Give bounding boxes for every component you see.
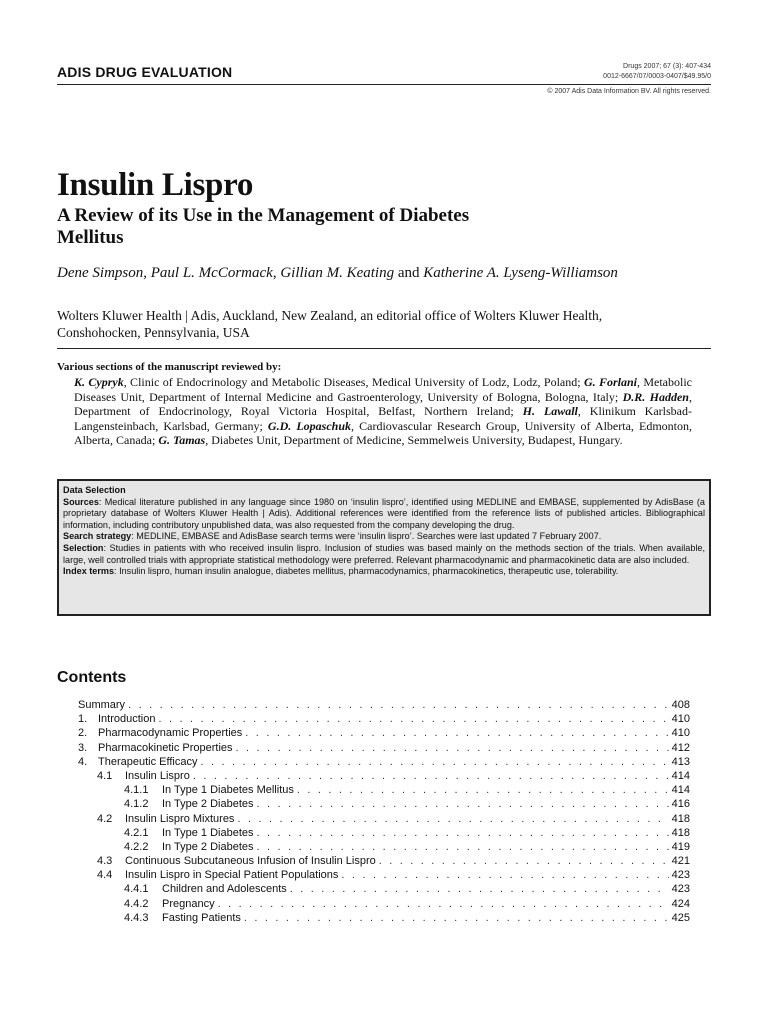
reviewer-name: H. Lawall	[522, 404, 578, 419]
affiliation: Wolters Kluwer Health | Adis, Auckland, New Zealand, an editorial office of Wolters Kluwer Health, Conshohocken, Pennsylvania, USA	[57, 308, 603, 340]
toc-entry-number: 4.1	[97, 769, 113, 782]
toc-entry-page: 408	[671, 699, 690, 711]
author-2: Paul L. McCormack	[150, 265, 273, 281]
toc-entry[interactable]	[78, 826, 690, 840]
header-rule	[57, 84, 711, 85]
reviewer-name: G. Forlani	[583, 375, 637, 389]
table-of-contents	[78, 698, 690, 925]
toc-entry[interactable]	[78, 755, 690, 769]
reviewer-affiliation: , Klinikum Karlsbad-Langensteinbach, Karlsbad, Germany;	[74, 404, 692, 433]
toc-entry-page: 419	[671, 840, 690, 853]
search-strategy-label: Search strategy	[63, 531, 132, 542]
toc-entry[interactable]	[78, 741, 690, 755]
toc-leader-dots	[200, 755, 668, 769]
toc-entry[interactable]	[78, 854, 690, 868]
series-label: ADIS DRUG EVALUATION	[57, 64, 233, 80]
toc-entry-label: Pharmacokinetic Properties	[98, 741, 233, 754]
contents-heading: Contents	[57, 669, 127, 686]
reviewer-name: D.R. Hadden	[622, 389, 689, 404]
toc-entry[interactable]	[78, 797, 690, 811]
toc-entry-number: 4.2	[97, 812, 113, 825]
toc-entry[interactable]	[78, 769, 690, 783]
toc-leader-dots	[193, 769, 669, 783]
toc-entry-page: 424	[671, 897, 690, 910]
toc-entry-number: 4.1.1	[124, 784, 149, 797]
toc-entry-label: Fasting Patients	[162, 911, 241, 924]
toc-leader-dots	[218, 897, 669, 911]
selection-paragraph	[63, 543, 705, 566]
toc-entry-page: 416	[671, 798, 690, 811]
toc-entry[interactable]	[78, 783, 690, 797]
reviewer-name: G. Tamas	[158, 433, 206, 448]
toc-entry[interactable]	[78, 812, 690, 826]
toc-entry[interactable]	[78, 911, 690, 925]
search-strategy-text: : MEDLINE, EMBASE and AdisBase search terms were ‘insulin lispro’. Searches were last updated 7 February 2007.	[131, 531, 602, 542]
reviewer-affiliation: , Clinic of Endocrinology and Metabolic Diseases, Medical University of Lodz, Lodz, Poland;	[123, 375, 584, 389]
toc-entry-number: 3.	[78, 741, 88, 754]
citation-line-2: 0012-6667/07/0003-0407/$49.95/0	[603, 72, 711, 80]
toc-entry[interactable]	[78, 698, 690, 712]
toc-entry[interactable]	[78, 868, 690, 882]
toc-entry-label: In Type 2 Diabetes	[162, 840, 254, 853]
author-3: Gillian M. Keating	[280, 265, 395, 281]
toc-entry-page: 410	[671, 713, 690, 726]
toc-entry-label: Insulin Lispro in Special Patient Populations	[125, 869, 339, 882]
citation-block	[603, 62, 711, 81]
toc-entry-label: Children and Adolescents	[162, 883, 287, 896]
sources-label: Sources	[63, 496, 99, 507]
author-separator: ,	[143, 265, 151, 281]
toc-leader-dots	[290, 882, 669, 896]
reviewer-affiliation: , Metabolic Diseases Unit, Department of Internal Medicine and Gastroenterology, University of Bologna, Bologna, Italy;	[74, 375, 692, 404]
toc-entry-label: In Type 1 Diabetes	[162, 826, 254, 839]
sources-paragraph	[63, 497, 705, 532]
toc-leader-dots	[379, 854, 669, 868]
toc-entry[interactable]	[78, 712, 690, 726]
toc-entry-number: 2.	[78, 727, 88, 740]
toc-entry-number: 4.4.2	[124, 897, 149, 910]
toc-leader-dots	[257, 797, 669, 811]
toc-leader-dots	[244, 911, 669, 925]
toc-entry-page: 421	[671, 855, 690, 868]
toc-entry-number: 4.2.2	[124, 840, 149, 853]
copyright: © 2007 Adis Data Information BV. All rights reserved.	[547, 88, 711, 95]
toc-leader-dots	[297, 783, 669, 797]
toc-entry-label: Summary	[78, 699, 126, 711]
toc-entry-number: 4.	[78, 755, 88, 768]
toc-entry-number: 4.1.2	[124, 798, 149, 811]
author-4: Katherine A. Lyseng-Williamson	[423, 265, 618, 281]
toc-leader-dots	[257, 826, 669, 840]
toc-entry-number: 4.3	[97, 855, 113, 868]
toc-leader-dots	[128, 698, 669, 712]
article-subtitle: A Review of its Use in the Management of Diabetes Mellitus	[57, 205, 470, 248]
toc-entry-number: 1.	[78, 713, 88, 726]
author-separator: and	[394, 265, 424, 281]
search-strategy-paragraph	[63, 531, 705, 543]
toc-entry-page: 418	[671, 826, 690, 839]
sources-text: : Medical literature published in any language since 1980 on ‘insulin lispro’, identified using MEDLINE and EMBASE, supplemented by AdisBase (a proprietary database of Wolters Kluwer Health | Adis). Additional references were identified from the reference lists of published articles. Bibliographical information, including contributory unpublished data, was also requested from the company developing the drug.	[63, 496, 705, 530]
toc-entry-label: Pregnancy	[162, 897, 215, 910]
toc-entry-page: 425	[671, 911, 690, 924]
toc-entry-label: Pharmacodynamic Properties	[98, 727, 243, 740]
selection-text: : Studies in patients with who received insulin lispro. Inclusion of studies was based mainly on the methods section of the trials. When available, large, well controlled trials with appropriate statistical methodology were preferred. Relevant pharmacodynamic and pharmacokinetic data are also included.	[63, 542, 705, 565]
reviewer-affiliation: , Cardiovascular Research Group, University of Alberta, Edmonton, Alberta, Canada;	[74, 418, 692, 448]
toc-entry-label: Introduction	[98, 713, 156, 726]
toc-entry-label: Insulin Lispro Mixtures	[125, 812, 235, 825]
toc-entry-number: 4.4.1	[124, 883, 149, 896]
reviewer-name: G.D. Lopaschuk	[267, 418, 352, 433]
reviewer-affiliation: , Department of Endocrinology, Royal Victoria Hospital, Belfast, Northern Ireland;	[74, 389, 692, 419]
author-1: Dene Simpson	[57, 265, 144, 281]
toc-entry-label: Continuous Subcutaneous Infusion of Insulin Lispro	[125, 855, 376, 868]
reviewer-name: K. Cypryk	[74, 375, 124, 389]
author-list	[57, 264, 657, 283]
selection-label: Selection	[63, 542, 104, 553]
toc-entry[interactable]	[78, 882, 690, 896]
toc-leader-dots	[237, 812, 668, 826]
toc-entry-number: 4.4	[97, 869, 113, 882]
data-selection-title: Data Selection	[63, 485, 126, 495]
index-terms-label: Index terms	[63, 566, 115, 577]
toc-entry-label: In Type 1 Diabetes Mellitus	[162, 784, 294, 797]
reviewer-affiliation: , Diabetes Unit, Department of Medicine, Semmelweis University, Budapest, Hungary.	[205, 433, 623, 448]
toc-entry-page: 414	[671, 769, 690, 782]
citation-line-1: Drugs 2007; 67 (3): 407-434	[623, 63, 711, 70]
toc-entry-page: 418	[671, 812, 690, 825]
toc-leader-dots	[341, 868, 668, 882]
toc-leader-dots	[257, 840, 669, 854]
reviewers-list	[74, 375, 692, 448]
toc-entry[interactable]	[78, 897, 690, 911]
index-terms-paragraph	[63, 566, 705, 578]
toc-entry-label: Therapeutic Efficacy	[98, 755, 198, 768]
toc-entry[interactable]	[78, 840, 690, 854]
section-rule	[57, 348, 711, 349]
toc-entry-page: 413	[671, 755, 690, 768]
toc-entry-number: 4.2.1	[124, 826, 149, 839]
toc-entry-label: In Type 2 Diabetes	[162, 798, 254, 811]
toc-leader-dots	[236, 741, 669, 755]
toc-entry-number: 4.4.3	[124, 911, 149, 924]
toc-leader-dots	[158, 712, 668, 726]
toc-entry[interactable]	[78, 726, 690, 740]
toc-entry-label: Insulin Lispro	[125, 769, 190, 782]
toc-entry-page: 414	[671, 784, 690, 797]
toc-entry-page: 410	[671, 727, 690, 740]
article-title: Insulin Lispro	[57, 167, 254, 203]
toc-entry-page: 423	[671, 869, 690, 882]
index-terms-text: : Insulin lispro, human insulin analogue, diabetes mellitus, pharmacodynamics, pharmacokinetics, therapeutic use, tolerability.	[114, 566, 619, 577]
toc-entry-page: 412	[671, 741, 690, 754]
author-separator: ,	[272, 265, 281, 281]
toc-leader-dots	[245, 726, 668, 740]
data-selection-box	[57, 479, 711, 616]
toc-entry-page: 423	[671, 883, 690, 896]
reviewers-heading: Various sections of the manuscript reviewed by:	[57, 361, 282, 373]
